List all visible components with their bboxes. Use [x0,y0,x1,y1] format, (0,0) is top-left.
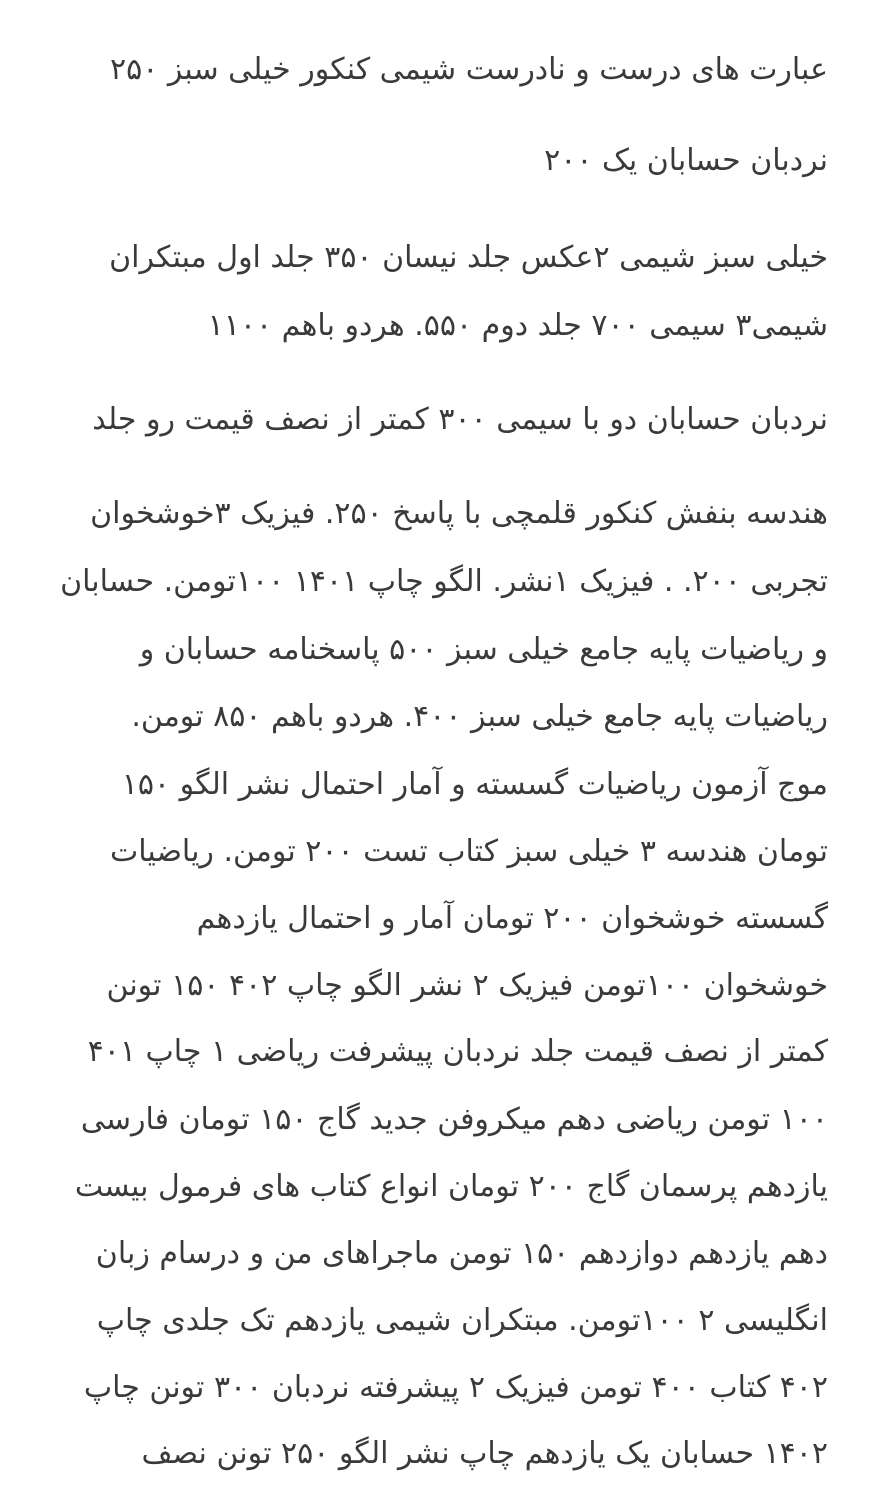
text-line: ۴۰۲ کتاب ۴۰۰ تومن فیزیک ۲ پیشرفته نردبان ۳۰۰ تونن چاپ [83,1370,828,1405]
text-line: دهم یازدهم دوازدهم ۱۵۰ تومن ماجراهای من و درسام زبان [95,1236,828,1271]
text-line: تومان هندسه ۳ خیلی سبز کتاب تست ۲۰۰ تومن. ریاضیات [110,834,828,869]
text-line: ۱۰۰ تومن ریاضی دهم میکروفن جدید گاج ۱۵۰ تومان فارسی [80,1102,828,1137]
text-line: نردبان حسابان یک ۲۰۰ [544,143,828,178]
text-line: موج آزمون ریاضیات گسسته و آمار احتمال نشر الگو ۱۵۰ [121,767,828,802]
text-line: هندسه بنفش کنکور قلمچی با پاسخ ۲۵۰. فیزیک ۳خوشخوان [90,496,828,531]
text-line: نردبان حسابان دو با سیمی ۳۰۰ کمتر از نصف قیمت رو جلد [92,402,828,437]
text-line: تجربی ۲۰۰. . فیزیک ۱نشر. الگو چاپ ۱۴۰۱ ۱۰۰تومن. حسابان [60,564,828,599]
text-line: و ریاضیات پایه جامع خیلی سبز ۵۰۰ پاسخنامه حسابان و [139,632,828,667]
text-line: خوشخوان ۱۰۰تومن فیزیک ۲ نشر الگو چاپ ۴۰۲ ۱۵۰ تونن [106,968,828,1003]
text-line: ریاضیات پایه جامع خیلی سبز ۴۰۰. هردو باهم ۸۵۰ تومن. [131,699,828,734]
text-line: یازدهم پرسمان گاج ۲۰۰ تومان انواع کتاب های فرمول بیست [74,1169,828,1204]
text-line: شیمی۳ سیمی ۷۰۰ جلد دوم ۵۵۰. هردو باهم ۱۱۰۰ [207,308,828,343]
text-line: ۱۴۰۲ حسابان یک یازدهم چاپ نشر الگو ۲۵۰ تونن نصف [141,1436,828,1471]
text-line: کمتر از نصف قیمت جلد نردبان پیشرفت ریاضی ۱ چاپ ۴۰۱ [87,1034,828,1069]
text-line: گسسته خوشخوان ۲۰۰ تومان آمار و احتمال یازدهم [196,901,828,936]
text-line: انگلیسی ۲ ۱۰۰تومن. مبتکران شیمی یازدهم تک جلدی چاپ [96,1303,828,1338]
text-line: عبارت های درست و نادرست شیمی کنکور خیلی سبز ۲۵۰ [110,52,828,87]
text-line: خیلی سبز شیمی ۲عکس جلد نیسان ۳۵۰ جلد اول مبتکران [109,240,828,275]
